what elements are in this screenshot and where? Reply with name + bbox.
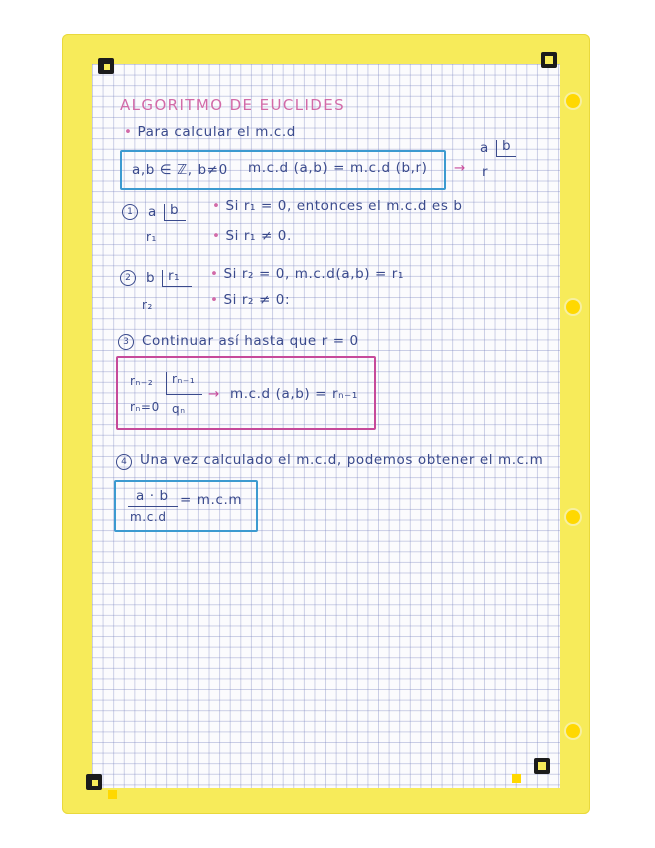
bullet-icon: • xyxy=(212,228,221,244)
step1-case1-text: Si r₁ = 0, entonces el m.c.d es b xyxy=(225,198,463,214)
binder-hole-icon xyxy=(566,300,580,314)
division-bar xyxy=(162,286,192,287)
corner-square-icon xyxy=(512,774,521,783)
division-bar xyxy=(164,204,165,220)
division-bar xyxy=(496,156,516,157)
arrow-right-icon: → xyxy=(454,160,466,176)
step-number-4: 4 xyxy=(116,454,132,470)
division-bar xyxy=(166,372,167,394)
step1-case2 xyxy=(212,228,292,244)
step1-case1 xyxy=(212,198,463,214)
step3-remainder: rₙ=0 xyxy=(130,400,160,414)
corner-marker-icon xyxy=(541,52,557,68)
fraction-bar xyxy=(128,506,178,507)
page-title: ALGORITMO DE EUCLIDES xyxy=(120,96,346,114)
arrow-right-icon: → xyxy=(208,386,220,402)
division-bar xyxy=(162,270,163,286)
corner-marker-icon xyxy=(534,758,550,774)
corner-marker-icon xyxy=(86,774,102,790)
bullet-icon: • xyxy=(212,198,221,214)
step2-case1-text: Si r₂ = 0, m.c.d(a,b) = r₁ xyxy=(223,266,404,282)
division-divisor: b xyxy=(502,138,512,154)
bullet-icon: • xyxy=(210,266,219,282)
condition-text: a,b ∈ ℤ, b≠0 xyxy=(132,162,228,178)
step1-case2-text: Si r₁ ≠ 0. xyxy=(225,228,292,244)
corner-square-icon xyxy=(108,790,117,799)
step3-result: m.c.d (a,b) = rₙ₋₁ xyxy=(230,386,358,402)
intro-text: Para calcular el m.c.d xyxy=(137,124,296,140)
intro-line xyxy=(124,124,296,140)
mcd-formula: m.c.d (a,b) = m.c.d (b,r) xyxy=(248,160,428,176)
lcm-result: = m.c.m xyxy=(180,492,243,508)
division-dividend: a xyxy=(480,140,489,156)
step1-remainder: r₁ xyxy=(146,230,157,244)
step4-text: Una vez calculado el m.c.d, podemos obtener el m.c.m xyxy=(140,452,544,468)
step3-text: Continuar así hasta que r = 0 xyxy=(142,333,359,349)
step2-case2 xyxy=(210,292,290,308)
binder-hole-icon xyxy=(566,724,580,738)
division-bar xyxy=(164,220,186,221)
step-number-2: 2 xyxy=(120,270,136,286)
step2-dividend: b xyxy=(146,270,156,286)
bullet-icon: • xyxy=(124,124,133,140)
division-remainder: r xyxy=(482,164,489,180)
step2-case2-text: Si r₂ ≠ 0: xyxy=(223,292,291,308)
binder-hole-icon xyxy=(566,510,580,524)
corner-marker-icon xyxy=(98,58,114,74)
step1-dividend: a xyxy=(148,204,157,220)
lcm-denominator: m.c.d xyxy=(130,510,167,524)
step2-remainder: r₂ xyxy=(142,298,153,312)
step-number-1: 1 xyxy=(122,204,138,220)
division-bar xyxy=(496,140,497,156)
division-bar xyxy=(166,394,202,395)
bullet-icon: • xyxy=(210,292,219,308)
step2-case1 xyxy=(210,266,404,282)
step3-divisor: rₙ₋₁ xyxy=(172,372,196,386)
step-number-3: 3 xyxy=(118,334,134,350)
step2-divisor: r₁ xyxy=(168,268,181,284)
step1-divisor: b xyxy=(170,202,180,218)
binder-hole-icon xyxy=(566,94,580,108)
lcm-numerator: a · b xyxy=(136,488,169,504)
step3-quotient: qₙ xyxy=(172,402,186,416)
step3-dividend: rₙ₋₂ xyxy=(130,374,154,388)
